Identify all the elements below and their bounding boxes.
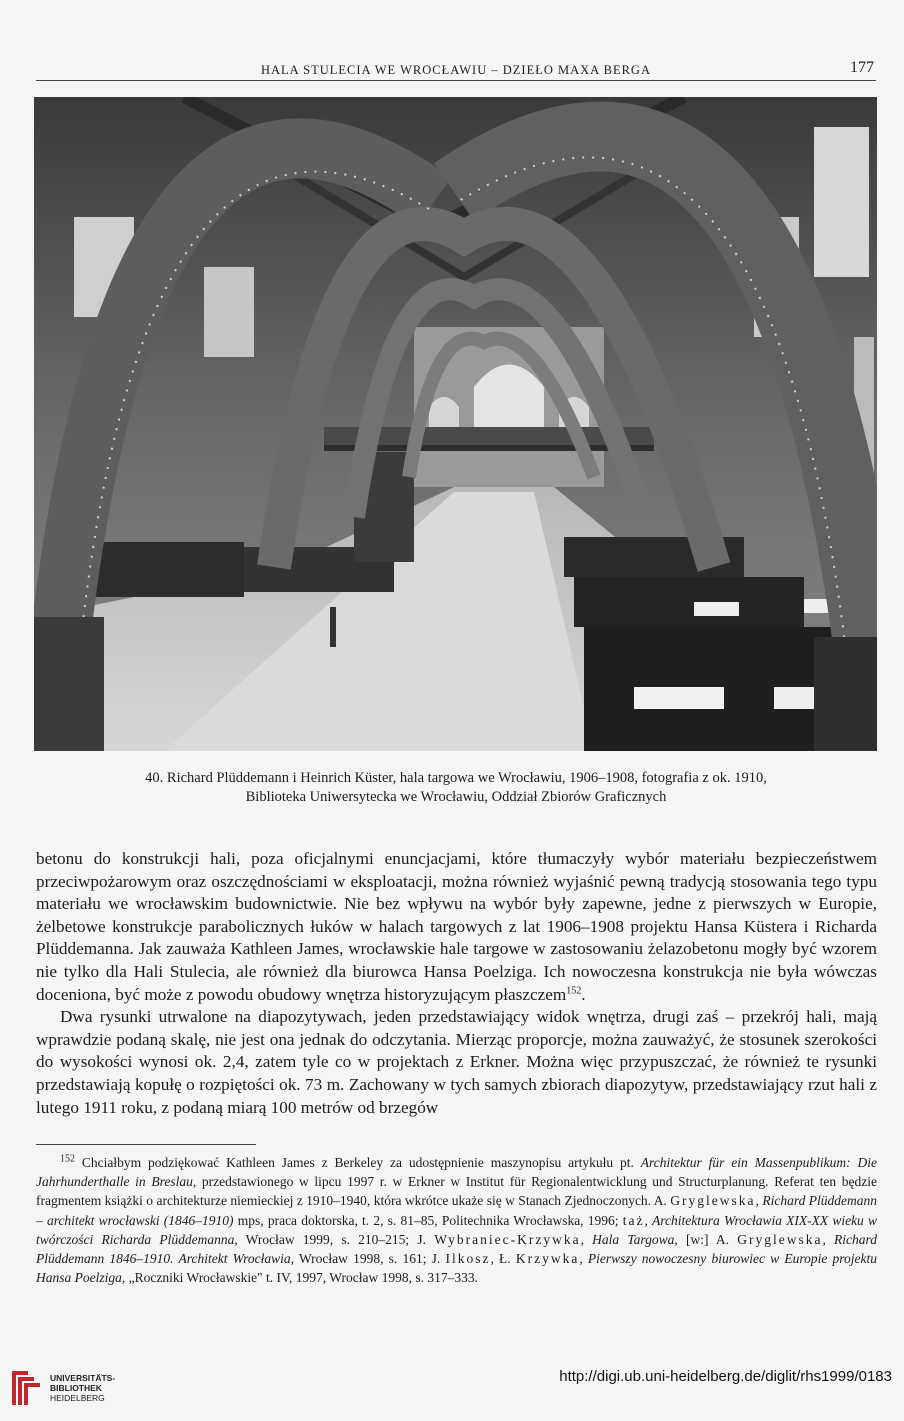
footnote-author: taż (622, 1212, 645, 1228)
footnote-text: , Wrocław 1998, s. 161; J. (290, 1251, 446, 1267)
footnote-text: , (579, 1251, 588, 1267)
running-title: HALA STULECIA WE WROCŁAWIU – DZIEŁO MAXA BERGA (260, 63, 651, 77)
paragraph-1-end: . (581, 984, 586, 1004)
caption-line-1: 40. Richard Plüddemann i Heinrich Küster, hala targowa we Wrocławiu, 1906–1908, fotografia z ok. 1910, (145, 770, 767, 786)
footnote-title: Architektur für ein Massenpublikum: Die Jahrhunderthalle in Breslau, (36, 1155, 878, 1190)
footnote-title: Richard Plüddemann – architekt wrocławski (1846–1910) (36, 1193, 878, 1228)
library-name (50, 1373, 115, 1403)
footnote-text: przedstawionego w lipcu 1997 r. w Erkner w Institut für Regionalentwicklung und Structurplanung. Referat ten będzie fragmentem książki o architekturze niemieckiej z 1910–1940, która wkrótce ukaże się w Stanach Zjednoczonych. A. (36, 1174, 877, 1209)
paragraph-2: Dwa rysunki utrwalone na diapozytywach, jeden przedstawiający widok wnętrza, drugi zaś – przekrój hali, mają wprawdzie podaną skalę, nie jest ona jednak do odczytania. Mierząc proporcje, można zauważyć, że stosunek szerokości do wysokości wynosi ok. 2,4, zatem tyle co w projektach z Erkner. Można więc przypuszczać, że również te rysunki przedstawiają kopułę o rozpiętości ok. 73 m. Zachowany w tych samych zbiorach diapozytyw, przedstawiający rzut hali z lutego 1911 roku, z podaną miarą 100 metrów od brzegów (36, 1007, 877, 1117)
footnote-rule (36, 1144, 256, 1145)
footnote-text: Chciałbym podziękować Kathleen James z Berkeley za udostępnienie maszynopisu artykułu pt. (75, 1155, 641, 1170)
footnotes (36, 1153, 877, 1287)
running-head (36, 60, 876, 81)
footnote-text: , (644, 1212, 653, 1228)
footnote-author: Wybraniec-Krzywka (434, 1231, 581, 1247)
footnote-title: Richard Plüddemann 1846–1910. Architekt Wrocławia (36, 1231, 878, 1267)
footnote-text: , [w:] A. (674, 1231, 738, 1247)
caption-line-2: Biblioteka Uniwersytecka we Wrocławiu, Oddział Zbiorów Graficznych (245, 789, 667, 805)
footnote-text: , (822, 1231, 835, 1247)
library-logo-icon (8, 1365, 42, 1409)
footnote-152 (36, 1153, 877, 1287)
paragraph-1 (36, 848, 877, 1006)
footnote-text: „Roczniki Wrocławskie" t. IV, 1997, Wrocław 1998, s. 317–333. (125, 1270, 478, 1286)
library-name-line-1: UNIVERSITÄTS- (50, 1373, 116, 1383)
footnote-title: Hala Targowa (592, 1231, 675, 1247)
source-url[interactable]: http://digi.ub.uni-heidelberg.de/diglit/rhs1999/0183 (559, 1368, 892, 1385)
figure-caption (36, 769, 876, 807)
body-text (36, 848, 877, 1119)
paragraph-1-text: betonu do konstrukcji hali, poza oficjalnymi enuncjacjami, które tłumaczyły wybór materiału bezpieczeństwem przeciwpożarowym oraz oszczędnościami w eksploatacji, można również wyjaśnić pewną tradycją stosowania tego typu materiału we wrocławskim budownictwie. Nie bez wpływu na wybór były zapewne, jedne z pierwszych w Europie, żelbetowe konstrukcje parabolicznych łuków w halach targowych z lat 1906–1908 projektu Hansa Küstera i Richarda Plüddemanna. Jak zauważa Kathleen James, wrocławskie hale targowe w zastosowaniu żelazobetonu mogły być wzorem nie tylko dla Hali Stulecia, ale również dla biurowca Hansa Poelziga. Ich nowoczesna konstrukcja nie była wówczas doceniona, być może z powodu obudowy wnętrza historyzującym płaszczem (36, 849, 877, 1004)
footnote-author: Gryglewska (670, 1193, 756, 1209)
footnote-title: Pierwszy nowoczesny biurowiec w Europie projektu Hansa Poelziga, (36, 1251, 878, 1286)
footnote-author: Ilkosz (445, 1251, 491, 1267)
footnote-text: , (755, 1193, 763, 1209)
library-name-line-2: BIBLIOTHEK (50, 1383, 102, 1393)
footnote-title: Architektura Wrocławia XIX-XX wieku w twórczości Richarda Plüddemanna (36, 1212, 878, 1247)
footnote-text: , (580, 1231, 593, 1247)
footnote-text: , Wrocław 1999, s. 210–215; J. (234, 1231, 435, 1247)
footnote-text: , Ł. (490, 1251, 516, 1267)
footnote-text: mps, praca doktorska, t. 2, s. 81–85, Politechnika Wrocławska, 1996; (233, 1212, 623, 1228)
library-logo[interactable] (8, 1365, 138, 1409)
library-name-line-3: HEIDELBERG (50, 1393, 105, 1403)
page-number: 177 (850, 59, 874, 76)
market-hall-photograph (34, 97, 877, 751)
footnote-author: Krzywka (515, 1251, 580, 1267)
footnote-number: 152 (60, 1153, 75, 1165)
footnote-ref-152[interactable]: 152 (566, 984, 582, 996)
footnote-author: Gryglewska (737, 1231, 823, 1247)
